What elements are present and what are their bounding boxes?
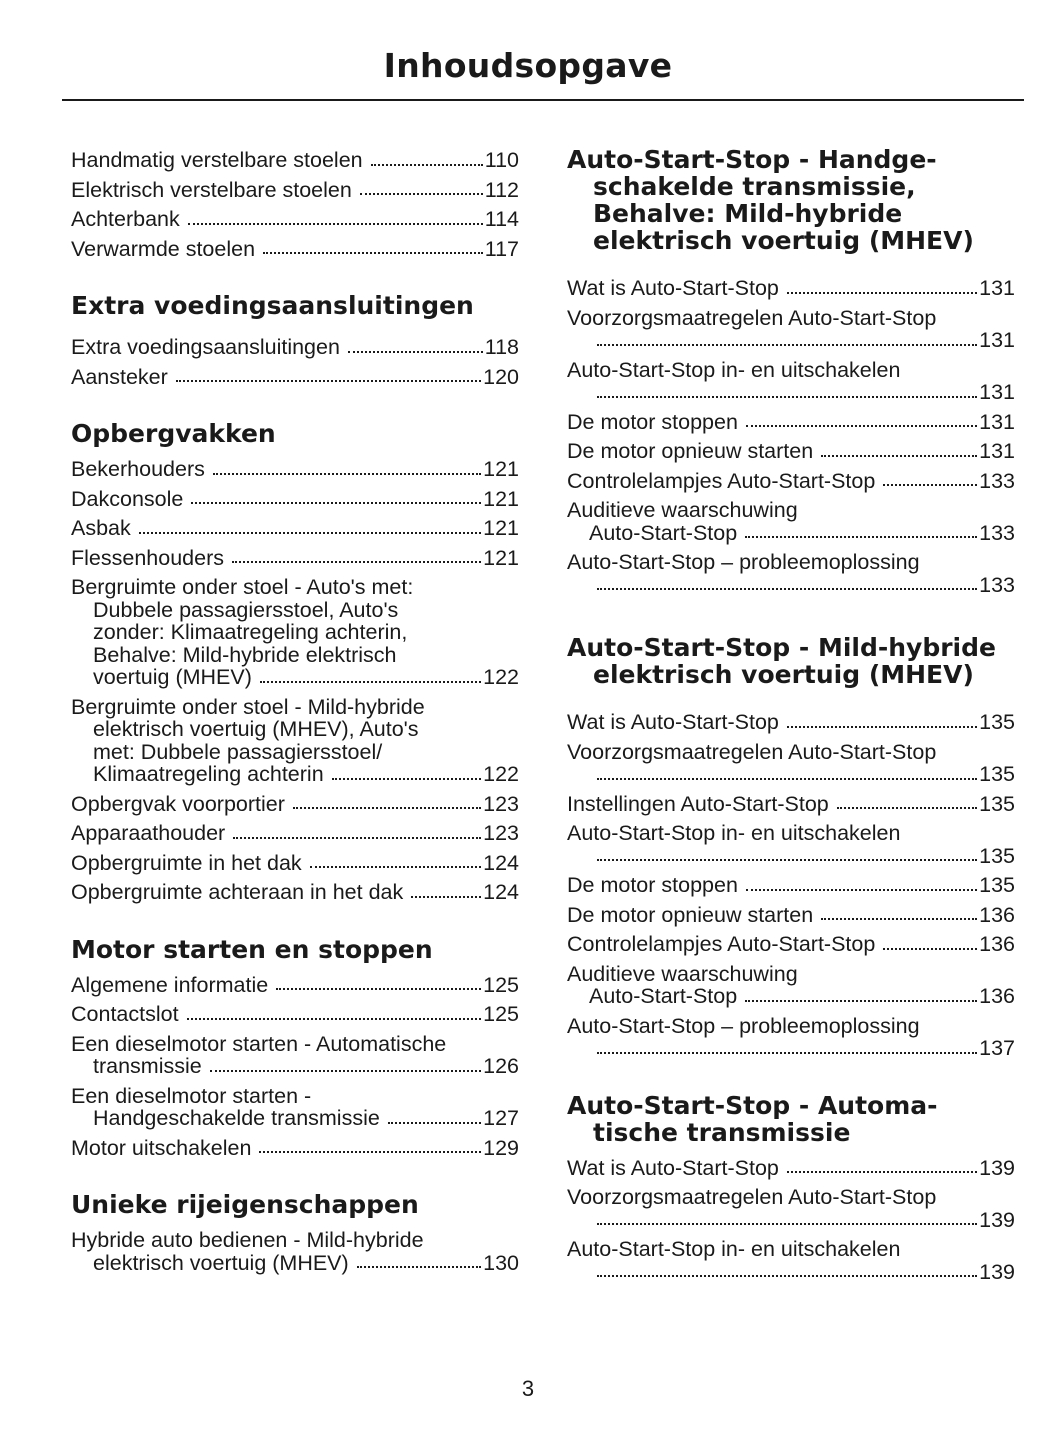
toc-page-number: 136 [979,902,1015,927]
toc-entry[interactable] [567,930,1015,960]
section-heading [71,420,519,447]
toc-entry-line [71,488,519,511]
toc-entry-title: Wat is Auto-Start-Stop [567,710,779,734]
toc-entry-title: Voorzorgsmaatregelen Auto-Start-Stop [567,739,937,764]
toc-page-number: 112 [484,177,519,202]
toc-column-right [567,146,1015,1287]
toc-page-number: 121 [483,516,519,540]
toc-entry-title: Verwarmde stoelen [71,236,256,261]
toc-entry[interactable] [567,960,1015,1012]
toc-page-number: 121 [483,486,519,511]
section-heading [567,146,1015,254]
toc-page-number: 139 [979,1259,1015,1284]
toc-entry-title-continued: met: Dubbele passagiersstoel/ [93,739,383,764]
toc-page-number: 124 [483,850,519,875]
toc-entry[interactable] [567,871,1015,901]
dot-leader [745,534,977,538]
dot-leader [176,378,481,382]
dot-leader [187,1016,482,1020]
toc-entry-line [71,763,519,786]
toc-page-number: 133 [979,572,1015,597]
toc-entry-title: Klimaatregeling achterin [93,762,324,786]
toc-entry-line [567,1157,1015,1180]
toc-entry-title: De motor stoppen [567,873,738,897]
toc-entry[interactable] [71,1082,519,1134]
toc-entry[interactable] [71,1030,519,1082]
toc-entry-title: Elektrisch verstelbare stoelen [71,177,352,202]
toc-entry[interactable] [567,819,1015,871]
toc-entry[interactable] [567,738,1015,790]
toc-page-number: 127 [483,1106,519,1130]
page-number: 3 [521,1376,535,1401]
section-heading-line: elektrisch voertuig (MHEV) [593,660,974,689]
toc-entry-title: Controlelampjes Auto-Start-Stop [567,932,876,956]
toc-entry[interactable] [71,455,519,485]
toc-entry[interactable] [71,176,519,206]
dot-leader [276,986,481,990]
toc-entry[interactable] [567,408,1015,438]
dot-leader [210,1068,481,1072]
dot-leader [293,805,481,809]
dot-leader [597,1273,977,1277]
toc-entry[interactable] [567,496,1015,548]
toc-entry-line [71,881,519,904]
section-heading-line: elektrisch voertuig (MHEV) [593,226,974,255]
toc-entry-line [71,336,519,359]
toc-entry[interactable] [71,790,519,820]
section-heading-line: Extra voedingsaansluitingen [71,291,474,320]
toc-entry-line [567,904,1015,927]
toc-entry-title: Bekerhouders [71,457,205,481]
toc-entry-line [71,547,519,570]
toc-page-number: 122 [483,762,519,786]
dot-leader [745,998,977,1002]
toc-column-left [71,146,519,1278]
section-heading-line: Opbergvakken [71,419,276,448]
toc-page-number: 114 [484,207,519,231]
section-heading [71,1191,519,1218]
toc-entry-line [71,793,519,816]
toc-entry[interactable] [567,356,1015,408]
toc-entry-title-continued: zonder: Klimaatregeling achterin, [93,620,408,644]
toc-entry-title: Algemene informatie [71,972,269,997]
toc-page-number: 125 [483,1002,519,1026]
dot-leader [371,162,483,166]
dot-leader [388,1120,481,1124]
toc-entry-line [71,1055,519,1078]
section-heading-line: Auto-Start-Stop - Mild-hybride [567,633,996,662]
dot-leader [597,586,977,590]
toc-entry[interactable] [71,333,519,363]
toc-page-number: 136 [979,932,1015,956]
page-title: Inhoudsopgave [383,46,673,85]
dot-leader [787,1169,977,1173]
toc-entry-line [71,1003,519,1026]
toc-entry[interactable] [567,1183,1015,1235]
toc-entry-title: Een dieselmotor starten - [71,1083,312,1108]
dot-leader [746,887,977,891]
section-heading-line: Auto-Start-Stop - Automa- [567,1090,938,1120]
toc-page-number: 135 [979,873,1015,897]
toc-entry-line [567,329,1015,352]
toc-entry-title: Motor uitschakelen [71,1135,252,1160]
toc-entry-title: Auto-Start-Stop – probleemoplossing [567,1013,920,1038]
toc-entry-title: Bergruimte onder stoel - Auto's met: [71,575,414,599]
toc-section-opbergvakken [71,420,519,908]
toc-entry-title: Contactslot [71,1002,179,1026]
section-heading-line: Motor starten en stoppen [71,934,433,964]
toc-entry-title: Instellingen Auto-Start-Stop [567,791,829,816]
toc-entry[interactable] [567,274,1015,304]
toc-entry-title: Aansteker [71,364,168,389]
toc-page-number: 131 [979,276,1015,300]
toc-entry-title: Flessenhouders [71,545,224,570]
dot-leader [233,835,481,839]
toc-entry-title: Auditieve waarschuwing [567,961,798,986]
toc-page-number: 135 [979,843,1015,868]
toc-entry-line [71,366,519,389]
dot-leader [213,471,481,475]
toc-entry-title: Dakconsole [71,486,184,511]
toc-page-number: 131 [979,380,1015,404]
toc-entry-title: De motor opnieuw starten [567,902,814,927]
toc-entry[interactable] [71,1000,519,1030]
dot-leader [191,500,481,504]
toc-entry-title: Wat is Auto-Start-Stop [567,276,779,300]
toc-page-number: 136 [979,984,1015,1008]
dot-leader [310,864,481,868]
dot-leader [787,724,977,728]
toc-entry[interactable] [567,1154,1015,1184]
toc-entry-title: Opbergruimte achteraan in het dak [71,880,404,904]
section-heading-line: Auto-Start-Stop - Handge- [567,145,937,174]
toc-page-number: 139 [979,1155,1015,1180]
toc-entry[interactable] [567,708,1015,738]
section-heading [71,936,519,963]
toc-entry-line [71,179,519,202]
toc-entry-title: Auto-Start-Stop [589,984,738,1008]
toc-entry-line [71,974,519,997]
dot-leader [837,805,977,809]
toc-entry-title: Handmatig verstelbare stoelen [71,148,363,172]
toc-entry-title: Controlelampjes Auto-Start-Stop [567,468,876,493]
dot-leader [263,250,483,254]
dot-leader [188,221,483,225]
toc-entry-title: Auto-Start-Stop [589,520,738,545]
toc-section-extra-voedingsaansluitingen [71,292,519,392]
toc-entry[interactable] [71,514,519,544]
toc-entry-title: Voorzorgsmaatregelen Auto-Start-Stop [567,305,937,330]
toc-entry-line [567,1209,1015,1232]
toc-entry[interactable] [71,971,519,1001]
toc-entry[interactable] [71,235,519,265]
section-heading-line: tische transmissie [593,1117,851,1147]
toc-entry[interactable] [71,693,519,790]
dot-leader [597,1221,977,1225]
toc-section-auto-start-stop-automatisch [567,1092,1015,1288]
dot-leader [259,1149,481,1153]
toc-entry[interactable] [71,849,519,879]
dot-leader [357,1264,481,1268]
toc-entry-line [567,470,1015,493]
toc-section-auto-start-stop-mhev [567,634,1015,1064]
toc-entry-line [71,208,519,231]
toc-entry-line [567,1037,1015,1060]
toc-entry-line [71,238,519,261]
toc-entry-title: Bergruimte onder stoel - Mild-hybride [71,694,425,719]
toc-entry-title-continued: elektrisch voertuig (MHEV), Auto's [93,717,419,741]
toc-entry-title: Auto-Start-Stop in- en uitschakelen [567,1237,901,1261]
toc-entry-line [567,933,1015,956]
toc-entry[interactable] [567,790,1015,820]
toc-page-number: 122 [483,665,519,689]
toc-page-number: 139 [979,1207,1015,1232]
toc-entry-title: voertuig (MHEV) [93,665,252,689]
dot-leader [597,394,977,398]
toc-entry[interactable] [71,146,519,176]
toc-entry-line [567,763,1015,786]
toc-entry-title: Voorzorgsmaatregelen Auto-Start-Stop [567,1185,937,1209]
dot-leader [139,530,481,534]
dot-leader [883,482,977,486]
dot-leader [746,423,977,427]
toc-page-number: 131 [979,409,1015,434]
toc-entry-line [567,411,1015,434]
toc-entry-line [567,793,1015,816]
toc-entry[interactable] [71,205,519,235]
toc-section-auto-start-stop-handgeschakeld [567,146,1015,600]
dot-leader [348,349,483,353]
toc-entry-line [567,522,1015,545]
toc-page-number: 135 [979,791,1015,816]
toc-entry-title: Wat is Auto-Start-Stop [567,1155,779,1180]
toc-entry-line [567,711,1015,734]
toc-page-number: 130 [483,1250,519,1275]
toc-group [71,146,519,264]
toc-entry-title: Opbergvak voorportier [71,791,285,816]
toc-entry-line [71,666,519,689]
section-heading [71,292,519,319]
toc-page-number: 131 [979,328,1015,352]
toc-page-number: 135 [979,710,1015,734]
toc-entry-title: Extra voedingsaansluitingen [71,335,340,359]
toc-entry[interactable] [567,437,1015,467]
toc-page-number: 123 [483,821,519,845]
dot-leader [787,290,977,294]
toc-entry-line [71,1107,519,1130]
toc-entry-line [567,845,1015,868]
dot-leader [821,916,977,920]
toc-page-number: 131 [979,439,1015,463]
toc-entry[interactable] [71,1226,519,1278]
toc-entry-line [71,458,519,481]
toc-page-number: 117 [484,236,519,261]
toc-entry-title: Apparaathouder [71,821,226,845]
toc-entry-title: Opbergruimte in het dak [71,850,302,875]
toc-page-number: 133 [979,468,1015,493]
toc-entry-line [567,277,1015,300]
toc-entry-line [567,1261,1015,1284]
toc-entry[interactable] [71,363,519,393]
toc-page-number: 133 [979,520,1015,545]
toc-entry-line [71,1137,519,1160]
toc-entry-title: Auto-Start-Stop in- en uitschakelen [567,821,901,845]
toc-entry-title: Auditieve waarschuwing [567,498,798,522]
toc-entry-line [71,822,519,845]
toc-entry[interactable] [567,1235,1015,1287]
toc-section-unieke-rijeigenschappen [71,1191,519,1278]
toc-entry-title-continued: Behalve: Mild-hybride elektrisch [93,642,397,667]
toc-entry-line [567,985,1015,1008]
toc-entry[interactable] [71,819,519,849]
toc-entry-title: Auto-Start-Stop – probleemoplossing [567,550,920,574]
title-divider [62,99,1024,101]
toc-section-motor-starten-en-stoppen [71,936,519,1164]
section-heading-line: schakelde transmissie, [593,172,916,201]
toc-entry-line [71,517,519,540]
toc-entry[interactable] [567,1012,1015,1064]
toc-entry-title: Hybride auto bedienen - Mild-hybride [71,1228,424,1252]
dot-leader [883,946,977,950]
toc-entry-title: Auto-Start-Stop in- en uitschakelen [567,357,901,382]
toc-entry[interactable] [71,878,519,908]
dot-leader [260,679,481,683]
dot-leader [597,342,977,346]
toc-entry-title: Achterbank [71,207,180,231]
toc-entry-line [71,1252,519,1275]
dot-leader [332,776,481,780]
toc-entry-title: Handgeschakelde transmissie [93,1106,380,1130]
section-heading [567,634,1015,688]
toc-entry[interactable] [567,467,1015,497]
toc-entry-line [567,574,1015,597]
toc-entry[interactable] [567,304,1015,356]
toc-entry-line [567,440,1015,463]
toc-page-number: 124 [483,880,519,904]
toc-page-number: 118 [484,335,519,359]
dot-leader [597,857,977,861]
toc-page-number: 123 [483,791,519,816]
toc-entry-line [71,149,519,172]
toc-entry-title: transmissie [93,1054,202,1078]
toc-page-number: 110 [484,148,519,172]
toc-page-number: 126 [483,1054,519,1078]
toc-entry-title-continued: Dubbele passagiersstoel, Auto's [93,597,399,622]
toc-entry-line [567,381,1015,404]
toc-entry[interactable] [71,573,519,693]
toc-entry-title: Asbak [71,516,131,540]
toc-page-number: 137 [979,1036,1015,1060]
toc-entry-title: Een dieselmotor starten - Automatische [71,1031,447,1056]
dot-leader [821,453,977,457]
toc-page-number: 129 [483,1135,519,1160]
section-heading-line: Unieke rijeigenschappen [71,1190,419,1219]
toc-entry[interactable] [567,901,1015,931]
toc-page-number: 121 [483,457,519,481]
toc-entry-line [71,852,519,875]
dot-leader [360,191,483,195]
toc-page-number: 121 [483,545,519,570]
toc-entry-title: De motor stoppen [567,409,738,434]
section-heading-line: Behalve: Mild-hybride [593,199,903,228]
toc-entry-line [567,874,1015,897]
dot-leader [232,559,481,563]
section-heading [567,1092,1015,1146]
toc-page-number: 120 [483,364,519,389]
toc-entry[interactable] [567,548,1015,600]
dot-leader [411,894,481,898]
dot-leader [597,1050,977,1054]
toc-page-number: 125 [483,972,519,997]
toc-entry[interactable] [71,1134,519,1164]
toc-entry-title: elektrisch voertuig (MHEV) [93,1250,349,1275]
toc-entry[interactable] [71,544,519,574]
toc-page-number: 135 [979,762,1015,786]
dot-leader [597,776,977,780]
toc-entry-title: De motor opnieuw starten [567,439,814,463]
toc-entry[interactable] [71,485,519,515]
